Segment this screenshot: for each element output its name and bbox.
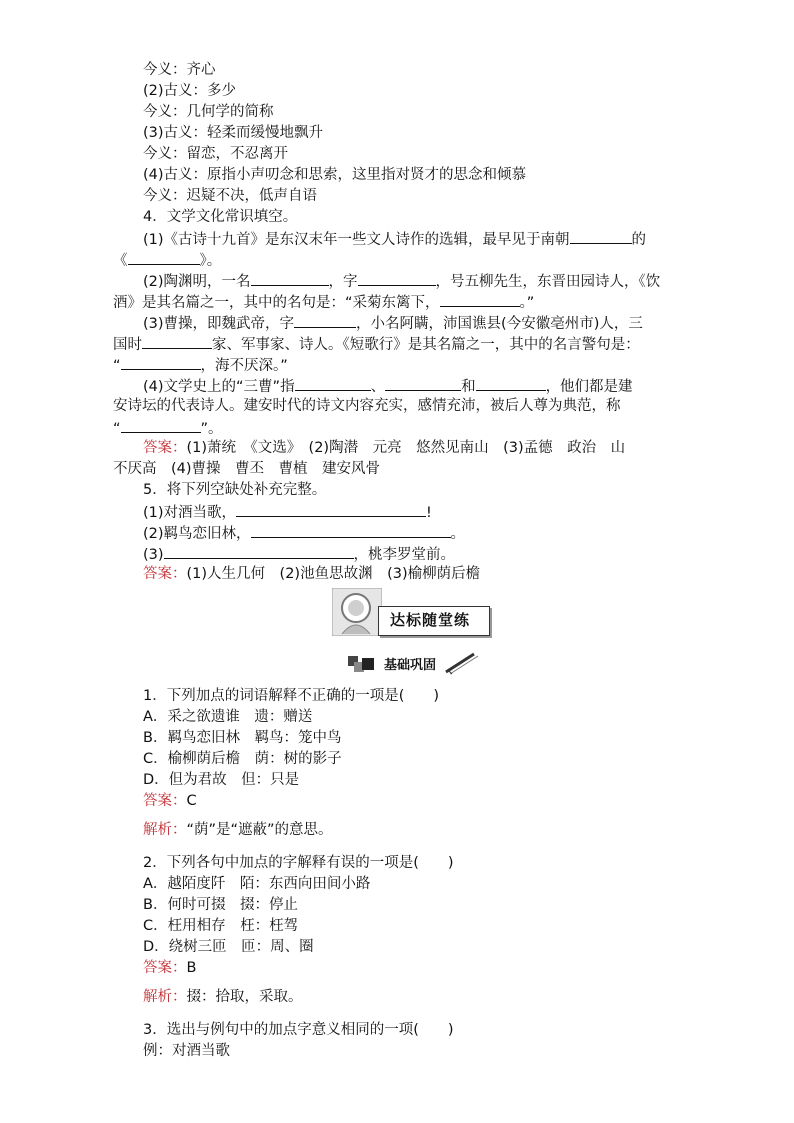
q4-item-3-cont: 国时 家、军事家、诗人。《短歌行》是其名篇之一，其中的名言警句是：	[113, 333, 640, 355]
q4-item-4-cont: 安诗坛的代表诗人。建安时代的诗文内容充实，感情充沛，被后人尊为典范，称	[113, 398, 621, 414]
q5-answer: 答案：(1)人生几何 (2)池鱼思故渊 (3)榆柳荫后檐	[143, 566, 481, 582]
text-line: 今义：几何学的简称	[143, 104, 274, 120]
exercise-1-answer: 答案：C	[143, 793, 197, 809]
exercise-2-stem: 2．下列各句中加点的字解释有误的一项是( )	[143, 855, 454, 871]
answer-label: 答案：	[143, 793, 187, 809]
q4-item-1-cont: 《 》。	[113, 249, 221, 271]
analysis-label: 解析：	[143, 989, 187, 1005]
squares-icon	[346, 654, 378, 674]
q4-item-2: (2)陶渊明，一名 ，字 ，号五柳先生，东晋田园诗人，《饮	[143, 270, 660, 292]
text-line: (4)古义：原指小声叨念和思索，这里指对贤才的思念和倾慕	[143, 167, 527, 183]
q4-item-4-cont2: “ ”。	[113, 417, 223, 439]
exercise-3-stem: 3．选出与例句中的加点字意义相同的一项( )	[143, 1022, 454, 1038]
q4-item-4: (4)文学史上的“三曹”指 、 和 ，他们都是建	[143, 375, 633, 397]
exercise-3-example: 例：对酒当歌	[143, 1043, 230, 1059]
text-line: 今义：迟疑不决，低声自语	[143, 188, 317, 204]
q5-item-1: (1)对酒当歌， !	[143, 501, 432, 523]
text-line: 今义：留恋，不忍离开	[143, 146, 288, 162]
subsection-title: 基础巩固	[384, 658, 437, 673]
exercise-1-analysis: 解析：“荫”是“遮蔽”的意思。	[143, 822, 333, 838]
exercise-1-option-c: C．榆柳荫后檐 荫：树的影子	[143, 751, 342, 767]
exercise-2-option-c: C．枉用相存 枉：枉驾	[143, 918, 299, 934]
answer-label: 答案：	[143, 566, 187, 582]
section-title: 达标随堂练	[390, 611, 471, 629]
exercise-1-stem: 1．下列加点的词语解释不正确的一项是( )	[143, 688, 440, 704]
analysis-label: 解析：	[143, 822, 187, 838]
q5-item-3: (3) ，桃李罗堂前。	[143, 543, 455, 565]
text-line: (3)古义：轻柔而缓慢地飘升	[143, 125, 324, 141]
question-title: 5．将下列空缺处补充完整。	[143, 482, 327, 498]
q4-answer-cont: 不厌高 (4)曹操 曹丕 曹植 建安风骨	[113, 461, 381, 477]
section-banner	[330, 586, 492, 638]
exercise-2-option-d: D．绕树三匝 匝：周、圈	[143, 939, 314, 955]
q4-answer: 答案：(1)萧统 《文选》 (2)陶潜 元亮 悠然见南山 (3)孟德 政治 山	[143, 440, 626, 456]
exercise-1-option-b: B．羁鸟恋旧林 羁鸟：笼中鸟	[143, 730, 342, 746]
q4-item-3: (3)曹操，即魏武帝，字 ，小名阿瞒，沛国谯县(今安徽亳州市)人，三	[143, 312, 643, 334]
exercise-2-option-a: A．越陌度阡 陌：东西向田间小路	[143, 876, 371, 892]
question-title: 4．文学文化常识填空。	[143, 209, 298, 225]
decorative-figure-icon	[332, 588, 382, 636]
q5-item-2: (2)羁鸟恋旧林， 。	[143, 522, 465, 544]
answer-label: 答案：	[143, 440, 187, 456]
pen-icon	[444, 650, 480, 676]
text-line: 今义：齐心	[143, 62, 216, 78]
exercise-2-option-b: B．何时可掇 掇：停止	[143, 897, 298, 913]
exercise-1-option-d: D．但为君故 但：只是	[143, 772, 300, 788]
answer-label: 答案：	[143, 960, 187, 976]
exercise-2-answer: 答案：B	[143, 960, 197, 976]
text-line: (2)古义：多少	[143, 83, 237, 99]
exercise-2-analysis: 解析：掇：拾取，采取。	[143, 989, 303, 1005]
q4-item-1: (1)《古诗十九首》是东汉末年一些文人诗作的选辑，最早见于南朝 的	[143, 228, 646, 250]
subsection-banner	[346, 650, 482, 676]
exercise-1-option-a: A．采之欲遗谁 遗：赠送	[143, 709, 313, 725]
q4-item-2-cont: 酒》是其名篇之一，其中的名句是：“采菊东篱下， 。”	[113, 291, 534, 313]
q4-item-3-cont2: “ ，海不厌深。”	[113, 354, 288, 376]
